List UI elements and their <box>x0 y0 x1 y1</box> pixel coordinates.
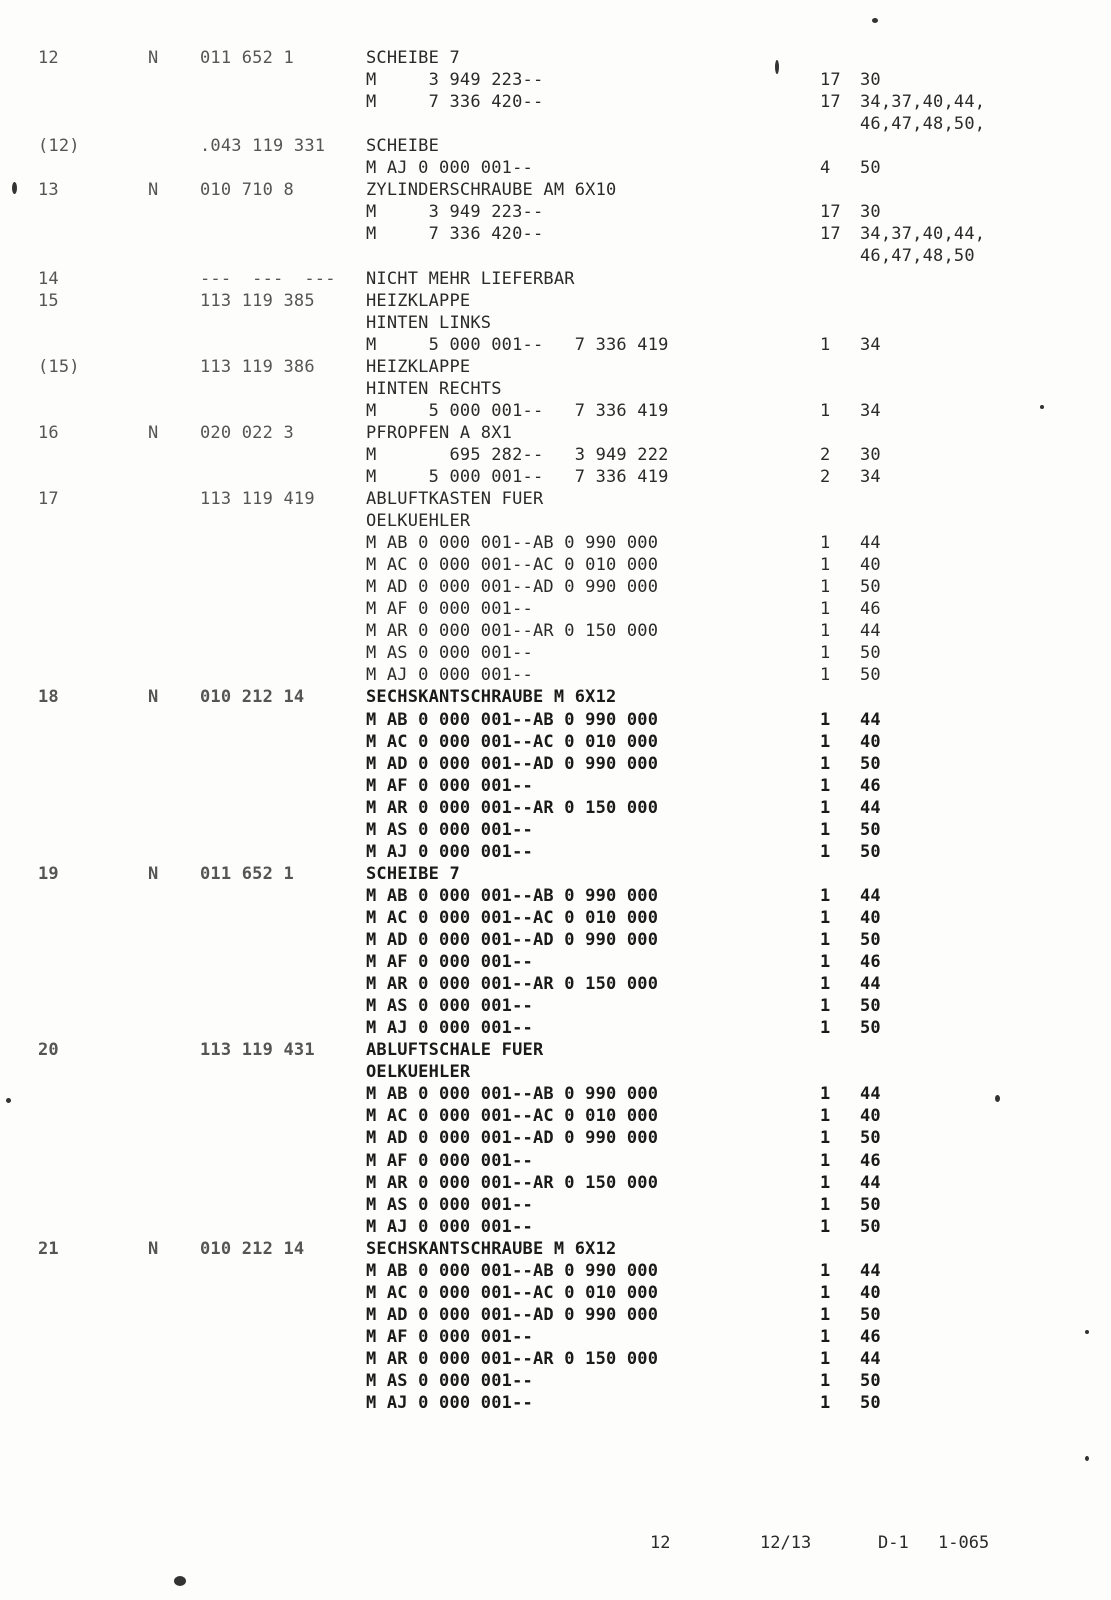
quantity: 1 <box>820 334 831 355</box>
quantity: 2 <box>820 466 831 487</box>
table-row <box>0 290 1111 312</box>
description: HINTEN LINKS <box>366 312 492 333</box>
item-number: 18 <box>38 687 59 708</box>
quantity: 2 <box>820 444 831 465</box>
table-row <box>0 223 1111 245</box>
scan-speck <box>174 1576 186 1586</box>
table-row <box>0 576 1111 598</box>
norm-flag: N <box>148 422 159 443</box>
table-row <box>0 378 1111 400</box>
table-row <box>0 973 1111 995</box>
description: OELKUEHLER <box>366 511 471 532</box>
description: M 5 000 001-- 7 336 419 <box>366 400 669 421</box>
description: M AF 0 000 001-- <box>366 952 533 973</box>
model-codes: 46 <box>860 775 881 796</box>
description: PFROPFEN A 8X1 <box>366 422 513 443</box>
item-number: 21 <box>38 1238 59 1259</box>
model-codes: 50 <box>860 930 881 950</box>
model-codes: 34,37,40,44, <box>860 92 986 113</box>
table-row <box>0 47 1111 69</box>
table-row <box>0 1127 1111 1149</box>
description: OELKUEHLER <box>366 1062 471 1083</box>
table-row <box>0 1348 1111 1370</box>
description: M AF 0 000 001-- <box>366 599 533 620</box>
model-codes: 34,37,40,44, <box>860 224 986 245</box>
description: M AF 0 000 001-- <box>366 775 533 796</box>
table-row <box>0 731 1111 753</box>
quantity: 1 <box>820 885 831 906</box>
model-codes: 34 <box>860 334 881 355</box>
model-codes: 46 <box>860 1326 881 1347</box>
table-row <box>0 620 1111 642</box>
table-row <box>0 753 1111 775</box>
item-number: (15) <box>38 356 80 377</box>
item-number: 15 <box>38 290 59 311</box>
quantity: 1 <box>820 775 831 796</box>
description: M AD 0 000 001--AD 0 990 000 <box>366 930 659 950</box>
part-number: --- --- --- <box>200 268 336 289</box>
table-row <box>0 532 1111 554</box>
description: HINTEN RECHTS <box>366 378 502 399</box>
table-row <box>0 1105 1111 1127</box>
model-codes: 50 <box>860 841 881 862</box>
table-row <box>0 863 1111 885</box>
item-number: 20 <box>38 1040 59 1061</box>
scan-speck <box>6 1098 11 1103</box>
table-row <box>0 1172 1111 1194</box>
quantity: 17 <box>820 92 841 113</box>
footer-page-number: 12 <box>650 1533 671 1553</box>
table-row <box>0 510 1111 532</box>
quantity: 1 <box>820 1216 831 1237</box>
part-number: 010 212 14 <box>200 687 305 708</box>
model-codes: 50 <box>860 1216 881 1237</box>
description: M AS 0 000 001-- <box>366 1194 533 1215</box>
quantity: 1 <box>820 974 831 995</box>
part-number: 011 652 1 <box>200 48 294 68</box>
table-row <box>0 1061 1111 1083</box>
model-codes: 30 <box>860 444 881 465</box>
quantity: 1 <box>820 1304 831 1325</box>
model-codes: 50 <box>860 1371 881 1391</box>
description: M AB 0 000 001--AB 0 990 000 <box>366 1260 659 1281</box>
table-row <box>0 1326 1111 1348</box>
model-codes: 46 <box>860 599 881 620</box>
description: M AD 0 000 001--AD 0 990 000 <box>366 753 659 774</box>
scan-speck <box>12 182 17 194</box>
model-codes: 46 <box>860 952 881 973</box>
model-codes: 44 <box>860 1084 881 1105</box>
model-codes: 44 <box>860 797 881 818</box>
table-row <box>0 157 1111 179</box>
norm-flag: N <box>148 180 159 201</box>
quantity: 1 <box>820 841 831 862</box>
description: ZYLINDERSCHRAUBE AM 6X10 <box>366 180 617 201</box>
table-row <box>0 245 1111 267</box>
table-row <box>0 400 1111 422</box>
description: M AC 0 000 001--AC 0 010 000 <box>366 1106 659 1127</box>
table-row <box>0 598 1111 620</box>
quantity: 1 <box>820 952 831 973</box>
description: ABLUFTKASTEN FUER <box>366 489 544 509</box>
table-row <box>0 1282 1111 1304</box>
table-row <box>0 356 1111 378</box>
scan-speck <box>1040 405 1044 409</box>
table-row <box>0 444 1111 466</box>
model-codes: 50 <box>860 1393 881 1414</box>
item-number: 14 <box>38 268 59 289</box>
table-row <box>0 907 1111 929</box>
table-row <box>0 951 1111 973</box>
model-codes: 44 <box>860 885 881 906</box>
norm-flag: N <box>148 1238 159 1259</box>
model-codes: 40 <box>860 731 881 752</box>
table-row <box>0 422 1111 444</box>
description: M AS 0 000 001-- <box>366 819 533 840</box>
description: M AB 0 000 001--AB 0 990 000 <box>366 709 659 730</box>
scan-speck <box>1085 1330 1089 1334</box>
part-number: 011 652 1 <box>200 863 294 884</box>
scan-speck <box>995 1095 1000 1102</box>
table-row <box>0 334 1111 356</box>
item-number: (12) <box>38 136 80 157</box>
description: M AB 0 000 001--AB 0 990 000 <box>366 1084 659 1105</box>
item-number: 17 <box>38 489 59 509</box>
scan-speck <box>872 18 878 23</box>
table-row <box>0 1392 1111 1414</box>
description: M 7 336 420-- <box>366 224 544 245</box>
part-number: 020 022 3 <box>200 422 294 443</box>
table-row <box>0 179 1111 201</box>
model-codes: 44 <box>860 709 881 730</box>
model-codes: 50 <box>860 819 881 840</box>
table-row <box>0 488 1111 510</box>
part-number: 010 710 8 <box>200 180 294 201</box>
quantity: 1 <box>820 1260 831 1281</box>
model-codes: 50 <box>860 158 881 179</box>
description: HEIZKLAPPE <box>366 290 471 311</box>
description: M AJ 0 000 001-- <box>366 1018 533 1039</box>
table-row <box>0 995 1111 1017</box>
model-codes: 50 <box>860 753 881 774</box>
footer-sheet-number: 12/13 <box>760 1533 812 1553</box>
quantity: 1 <box>820 1371 831 1391</box>
description: M AJ 0 000 001-- <box>366 1216 533 1237</box>
model-codes: 46,47,48,50 <box>860 246 975 267</box>
description: M AF 0 000 001-- <box>366 1326 533 1347</box>
norm-flag: N <box>148 687 159 708</box>
description: M AB 0 000 001--AB 0 990 000 <box>366 533 659 554</box>
quantity: 1 <box>820 665 831 686</box>
description: M 5 000 001-- 7 336 419 <box>366 334 669 355</box>
description: M 7 336 420-- <box>366 92 544 113</box>
model-codes: 44 <box>860 1172 881 1193</box>
quantity: 1 <box>820 1128 831 1149</box>
description: M AF 0 000 001-- <box>366 1150 533 1171</box>
quantity: 17 <box>820 202 841 223</box>
description: SECHSKANTSCHRAUBE M 6X12 <box>366 1238 617 1259</box>
description: NICHT MEHR LIEFERBAR <box>366 268 575 289</box>
table-row <box>0 1216 1111 1238</box>
description: M 695 282-- 3 949 222 <box>366 444 669 465</box>
model-codes: 50 <box>860 665 881 686</box>
quantity: 1 <box>820 1084 831 1105</box>
quantity: 17 <box>820 70 841 91</box>
quantity: 1 <box>820 1282 831 1303</box>
description: M AJ 0 000 001-- <box>366 158 533 179</box>
quantity: 1 <box>820 400 831 421</box>
table-row <box>0 113 1111 135</box>
item-number: 12 <box>38 48 59 68</box>
quantity: 1 <box>820 996 831 1017</box>
quantity: 1 <box>820 797 831 818</box>
quantity: 1 <box>820 577 831 598</box>
description: M AC 0 000 001--AC 0 010 000 <box>366 1282 659 1303</box>
footer-doc-code: 1-065 <box>938 1533 990 1553</box>
quantity: 1 <box>820 1348 831 1369</box>
description: M AC 0 000 001--AC 0 010 000 <box>366 731 659 752</box>
description: M AB 0 000 001--AB 0 990 000 <box>366 885 659 906</box>
model-codes: 40 <box>860 555 881 576</box>
quantity: 1 <box>820 753 831 774</box>
table-row <box>0 642 1111 664</box>
model-codes: 40 <box>860 1106 881 1127</box>
part-number: 113 119 419 <box>200 489 315 509</box>
quantity: 1 <box>820 1106 831 1127</box>
quantity: 1 <box>820 1172 831 1193</box>
quantity: 1 <box>820 819 831 840</box>
table-row <box>0 1083 1111 1105</box>
table-row <box>0 1017 1111 1039</box>
description: M 3 949 223-- <box>366 70 544 91</box>
model-codes: 44 <box>860 621 881 642</box>
model-codes: 50 <box>860 996 881 1017</box>
scan-speck <box>1085 1456 1089 1461</box>
description: M AS 0 000 001-- <box>366 643 533 664</box>
model-codes: 40 <box>860 907 881 928</box>
description: M AJ 0 000 001-- <box>366 841 533 862</box>
quantity: 1 <box>820 1393 831 1414</box>
model-codes: 44 <box>860 974 881 995</box>
table-row <box>0 135 1111 157</box>
model-codes: 44 <box>860 1348 881 1369</box>
model-codes: 30 <box>860 202 881 223</box>
table-row <box>0 775 1111 797</box>
description: M AS 0 000 001-- <box>366 1371 533 1391</box>
quantity: 1 <box>820 621 831 642</box>
description: M AD 0 000 001--AD 0 990 000 <box>366 577 659 598</box>
table-row <box>0 1260 1111 1282</box>
description: M AR 0 000 001--AR 0 150 000 <box>366 974 659 995</box>
description: HEIZKLAPPE <box>366 356 471 377</box>
description: M AJ 0 000 001-- <box>366 1393 533 1414</box>
model-codes: 46 <box>860 1150 881 1171</box>
table-row <box>0 664 1111 686</box>
model-codes: 44 <box>860 1260 881 1281</box>
table-row <box>0 929 1111 951</box>
model-codes: 46,47,48,50, <box>860 114 986 135</box>
quantity: 1 <box>820 533 831 554</box>
model-codes: 34 <box>860 400 881 421</box>
table-row <box>0 1304 1111 1326</box>
item-number: 19 <box>38 863 59 884</box>
description: M AD 0 000 001--AD 0 990 000 <box>366 1304 659 1325</box>
part-number: .043 119 331 <box>200 136 326 157</box>
quantity: 1 <box>820 643 831 664</box>
norm-flag: N <box>148 863 159 884</box>
quantity: 1 <box>820 731 831 752</box>
quantity: 1 <box>820 930 831 950</box>
table-row <box>0 797 1111 819</box>
quantity: 1 <box>820 599 831 620</box>
part-number: 113 119 386 <box>200 356 315 377</box>
table-row <box>0 1238 1111 1260</box>
table-row <box>0 312 1111 334</box>
footer-section: D-1 <box>878 1533 909 1553</box>
table-row <box>0 841 1111 863</box>
model-codes: 34 <box>860 466 881 487</box>
description: M 5 000 001-- 7 336 419 <box>366 466 669 487</box>
quantity: 17 <box>820 224 841 245</box>
quantity: 4 <box>820 158 831 179</box>
table-row <box>0 709 1111 731</box>
description: SCHEIBE 7 <box>366 863 460 884</box>
quantity: 1 <box>820 1150 831 1171</box>
table-row <box>0 819 1111 841</box>
model-codes: 50 <box>860 1194 881 1215</box>
description: SECHSKANTSCHRAUBE M 6X12 <box>366 687 617 708</box>
description: SCHEIBE 7 <box>366 48 460 68</box>
model-codes: 30 <box>860 70 881 91</box>
part-number: 010 212 14 <box>200 1238 305 1259</box>
item-number: 16 <box>38 422 59 443</box>
table-row <box>0 1370 1111 1392</box>
description: M AR 0 000 001--AR 0 150 000 <box>366 1348 659 1369</box>
table-row <box>0 885 1111 907</box>
description: M AR 0 000 001--AR 0 150 000 <box>366 797 659 818</box>
table-row <box>0 466 1111 488</box>
description: M AD 0 000 001--AD 0 990 000 <box>366 1128 659 1149</box>
description: M AC 0 000 001--AC 0 010 000 <box>366 907 659 928</box>
model-codes: 50 <box>860 577 881 598</box>
quantity: 1 <box>820 1326 831 1347</box>
model-codes: 50 <box>860 1018 881 1039</box>
scan-speck <box>775 60 779 74</box>
table-row <box>0 686 1111 708</box>
norm-flag: N <box>148 48 159 68</box>
item-number: 13 <box>38 180 59 201</box>
table-row <box>0 91 1111 113</box>
description: M AS 0 000 001-- <box>366 996 533 1017</box>
part-number: 113 119 431 <box>200 1040 315 1061</box>
table-row <box>0 1150 1111 1172</box>
table-row <box>0 554 1111 576</box>
model-codes: 50 <box>860 643 881 664</box>
model-codes: 44 <box>860 533 881 554</box>
description: M AC 0 000 001--AC 0 010 000 <box>366 555 659 576</box>
model-codes: 40 <box>860 1282 881 1303</box>
table-row <box>0 201 1111 223</box>
description: M AJ 0 000 001-- <box>366 665 533 686</box>
quantity: 1 <box>820 1018 831 1039</box>
quantity: 1 <box>820 555 831 576</box>
quantity: 1 <box>820 907 831 928</box>
model-codes: 50 <box>860 1304 881 1325</box>
table-row <box>0 69 1111 91</box>
table-row <box>0 268 1111 290</box>
model-codes: 50 <box>860 1128 881 1149</box>
quantity: 1 <box>820 709 831 730</box>
description: M AR 0 000 001--AR 0 150 000 <box>366 1172 659 1193</box>
table-row <box>0 1039 1111 1061</box>
part-number: 113 119 385 <box>200 290 315 311</box>
description: M 3 949 223-- <box>366 202 544 223</box>
description: M AR 0 000 001--AR 0 150 000 <box>366 621 659 642</box>
description: SCHEIBE <box>366 136 440 157</box>
quantity: 1 <box>820 1194 831 1215</box>
table-row <box>0 1194 1111 1216</box>
description: ABLUFTSCHALE FUER <box>366 1040 544 1061</box>
